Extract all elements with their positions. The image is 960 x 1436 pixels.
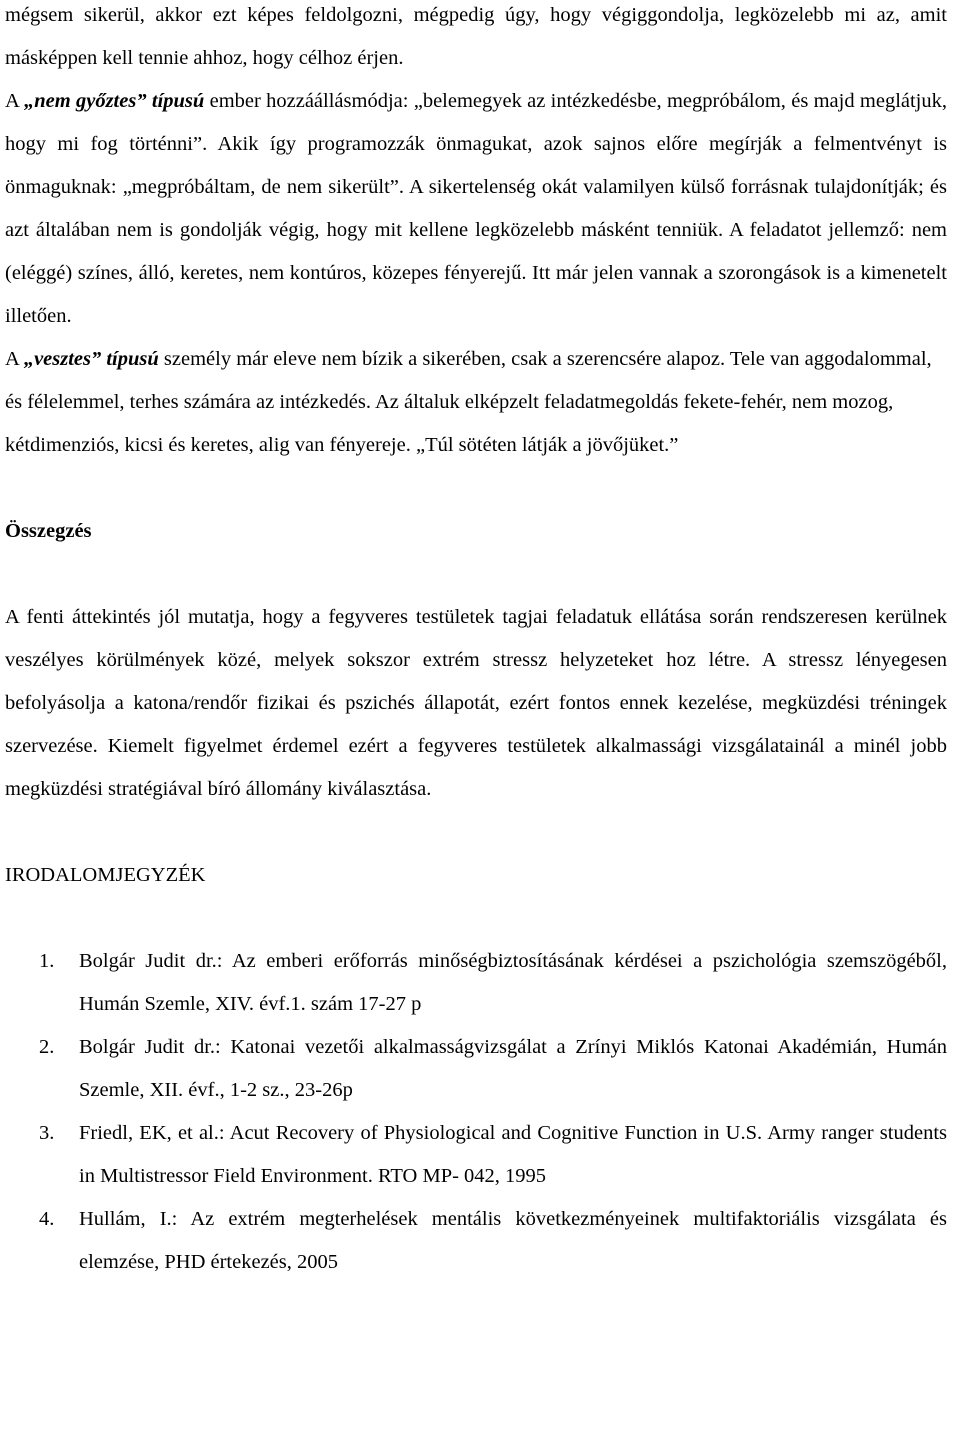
emphasis-loser: „vesztes” típusú — [23, 348, 159, 370]
reference-item — [5, 1198, 947, 1284]
reference-number: 4. — [39, 1208, 55, 1230]
reference-item — [5, 1112, 947, 1198]
references-heading: IRODALOMJEGYZÉK — [5, 864, 206, 886]
reference-number: 3. — [39, 1122, 55, 1144]
document-page — [5, 0, 947, 1284]
reference-item — [5, 940, 947, 1026]
emphasis-non-winner: „nem győztes” típusú — [23, 90, 205, 112]
summary-heading: Összegzés — [5, 520, 92, 542]
references-list — [5, 940, 947, 1284]
summary-paragraph: A fenti áttekintés jól mutatja, hogy a fegyveres testületek tagjai feladatuk ellátása során rendszeresen kerülnek veszélyes körülmények közé, melyek sokszor extrém stressz helyzeteket hoz létre. A stressz lényegesen befolyásolja a katona/rendőr fizikai és pszichés állapotát, ezért fontos ennek kezelése, megküzdési tréningek szervezése. Kiemelt figyelmet érdemel ezért a fegyveres testületek alkalmassági vizsgálatainál a minél jobb megküzdési stratégiával bíró állomány kiválasztása. — [5, 606, 947, 800]
reference-text: Hullám, I.: Az extrém megterhelések mentális következményeinek multifaktoriális vizsgálata és elemzése, PHD értekezés, 2005 — [79, 1208, 947, 1273]
reference-text: Friedl, EK, et al.: Acut Recovery of Physiological and Cognitive Function in U.S. Army ranger students in Multistressor Field Environment. RTO MP- 042, 1995 — [79, 1122, 947, 1187]
paragraph-loser-type — [5, 338, 947, 467]
reference-text: Bolgár Judit dr.: Katonai vezetői alkalmasságvizsgálat a Zrínyi Miklós Katonai Akadémián, Humán Szemle, XII. évf., 1-2 sz., 23-26p — [79, 1036, 947, 1101]
paragraph-non-winner-type — [5, 80, 947, 338]
reference-number: 1. — [39, 950, 55, 972]
reference-number: 2. — [39, 1036, 55, 1058]
paragraph-body: ember hozzáállásmódja: „belemegyek az intézkedésbe, megpróbálom, és majd meglátjuk, hogy mi fog történni”. Akik így programozzák önmagukat, azok sajnos előre megírják a felmentvényt is önmaguknak: „megpróbáltam, de nem sikerült”. A sikertelenség okát valamilyen külső forrásnak tulajdonítják; és azt általában nem is gondolják végig, hogy mit kellene legközelebb másként tenniük. A feladatot jellemző: nem (eléggé) színes, álló, keretes, nem kontúros, közepes fényerejű. Itt már jelen vannak a szorongások is a kimenetelt illetően. — [5, 90, 948, 327]
paragraph-lead: A — [5, 348, 24, 370]
paragraph-body: személy már eleve nem bízik a sikerében, csak a szerencsére alapoz. Tele van aggodalommal, és félelemmel, terhes számára az intézkedés. Az általuk elképzelt feladatmegoldás fekete-fehér, nem mozog, kétdimenziós, kicsi és keretes, alig van fényereje. „Túl sötéten látják a jövőjüket.” — [5, 348, 932, 456]
paragraph-continuation: mégsem sikerül, akkor ezt képes feldolgozni, mégpedig úgy, hogy végiggondolja, legközelebb mi az, amit másképpen kell tennie ahhoz, hogy célhoz érjen. — [5, 4, 947, 69]
reference-text: Bolgár Judit dr.: Az emberi erőforrás minőségbiztosításának kérdései a pszichológia szemszögéből, Humán Szemle, XIV. évf.1. szám 17-27 p — [79, 950, 947, 1015]
paragraph-lead: A — [5, 90, 24, 112]
reference-item — [5, 1026, 947, 1112]
